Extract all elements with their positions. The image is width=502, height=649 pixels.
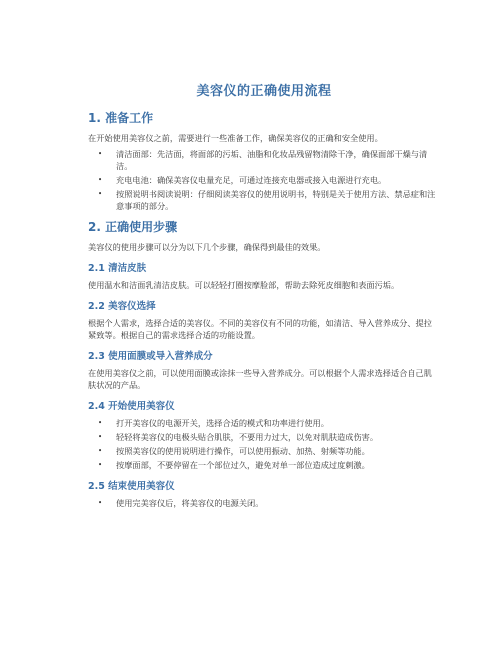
list-item-text: 清洁面部：先洁面，将面部的污垢、油脂和化妆品残留物清除干净，确保面部干燥与清洁。 xyxy=(116,149,428,171)
bullet-icon: • xyxy=(98,190,103,198)
bullet-icon: • xyxy=(98,419,103,427)
list-item-text: 使用完美容仪后，将美容仪的电源关闭。 xyxy=(116,498,264,508)
section-intro-preparation: 在开始使用美容仪之前，需要进行一些准备工作，确保美容仪的正确和安全使用。 xyxy=(88,133,383,143)
section-heading-preparation: 1. 准备工作 xyxy=(88,111,154,125)
list-item-text: 按摩面部，不要停留在一个部位过久，避免对单一部位造成过度刺激。 xyxy=(116,460,370,470)
subsection-heading-clean-skin: 2.1 清洁皮肤 xyxy=(88,263,147,274)
subsection-heading-mask-nutrients: 2.3 使用面膜或导入营养成分 xyxy=(88,351,213,362)
bullet-icon: • xyxy=(98,461,103,469)
list-item xyxy=(88,431,440,443)
bullet-icon: • xyxy=(98,447,103,455)
document-title: 美容仪的正确使用流程 xyxy=(196,84,332,99)
list-item-text: 按照说明书阅读说明：仔细阅读美容仪的使用说明书，特别是关于使用方法、禁忌症和注意事项的部分。 xyxy=(116,189,436,211)
list-item xyxy=(88,417,440,429)
list-item xyxy=(88,174,440,186)
bullet-icon: • xyxy=(98,433,103,441)
list-item xyxy=(88,459,440,471)
bullet-icon: • xyxy=(98,499,103,507)
subsection-heading-device-choice: 2.2 美容仪选择 xyxy=(88,301,156,312)
list-item-text: 轻轻将美容仪的电极头贴合肌肤，不要用力过大，以免对肌肤造成伤害。 xyxy=(116,432,379,442)
subsection-text-clean-skin: 使用温水和洁面乳清洁皮肤。可以轻轻打圈按摩脸部，帮助去除死皮细胞和表面污垢。 xyxy=(88,280,400,290)
preparation-list xyxy=(88,148,440,212)
list-item xyxy=(88,445,440,457)
list-item xyxy=(88,497,440,509)
list-item-text: 充电电池：确保美容仪电量充足，可通过连接充电器或接入电源进行充电。 xyxy=(116,175,387,185)
bullet-icon: • xyxy=(98,150,103,158)
list-item xyxy=(88,148,440,172)
finish-using-list xyxy=(88,497,440,509)
list-item-text: 打开美容仪的电源开关，选择合适的模式和功率进行使用。 xyxy=(116,418,329,428)
subsection-heading-start-using: 2.4 开始使用美容仪 xyxy=(88,401,175,412)
section-heading-usage-steps: 2. 正确使用步骤 xyxy=(88,220,178,234)
list-item xyxy=(88,188,440,212)
subsection-text-mask-nutrients: 在使用美容仪之前，可以使用面膜或涂抹一些导入营养成分。可以根据个人需求选择适合自己肌肤状况的产品。 xyxy=(88,368,432,390)
subsection-heading-finish-using: 2.5 结束使用美容仪 xyxy=(88,481,175,492)
subsection-text-device-choice: 根据个人需求，选择合适的美容仪。不同的美容仪有不同的功能，如清洁、导入营养成分、提拉紧致等。根据自己的需求选择合适的功能设置。 xyxy=(88,318,432,340)
start-using-list xyxy=(88,417,440,471)
list-item-text: 按照美容仪的使用说明进行操作，可以使用振动、加热、射频等功能。 xyxy=(116,446,370,456)
bullet-icon: • xyxy=(98,176,103,184)
section-intro-usage-steps: 美容仪的使用步骤可以分为以下几个步骤，确保得到最佳的效果。 xyxy=(88,242,326,252)
